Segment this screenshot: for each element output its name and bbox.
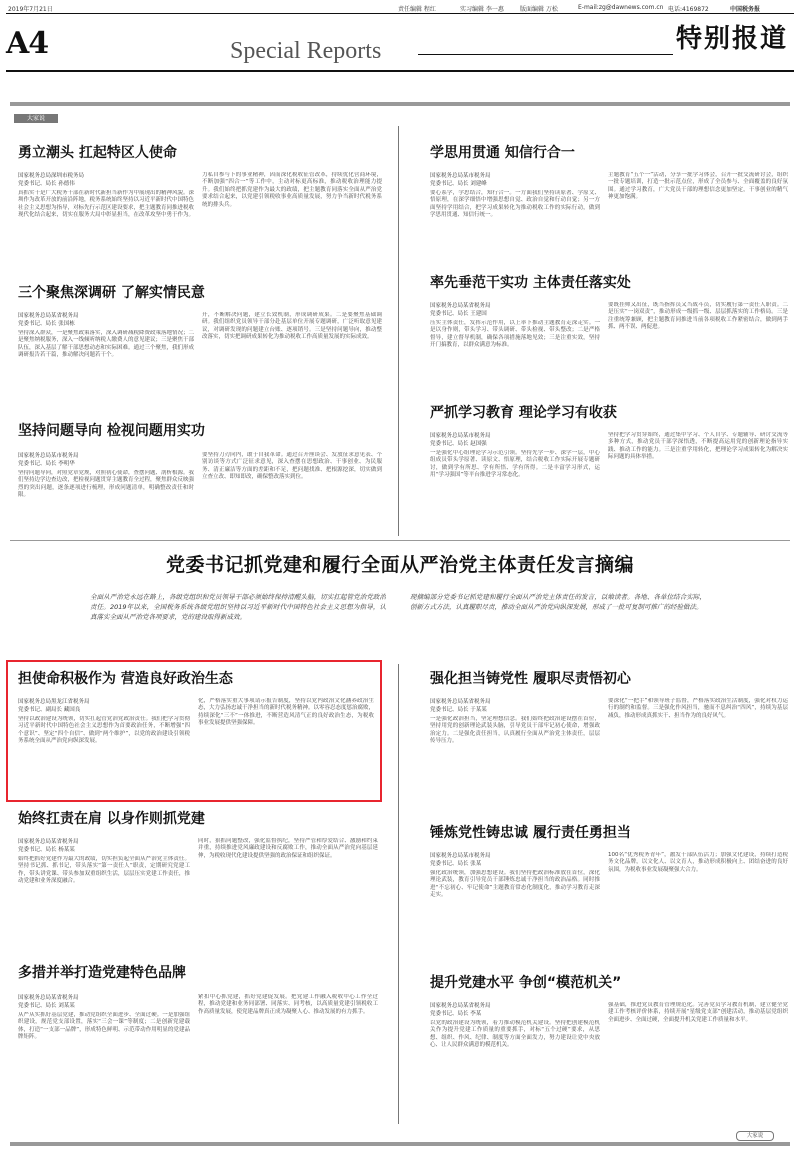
article-title: 担使命积极作为 营造良好政治生态 <box>18 671 233 687</box>
article-byline: 国家税务总局某省税务局 党委书记、局长 张国栋 <box>18 313 79 327</box>
article-title: 锤炼党性铸忠诚 履行责任勇担当 <box>430 825 631 841</box>
column-divider <box>398 664 399 1124</box>
article-body: 一是强化中心组理论学习示范引领。坚持先学一步、深学一层，中心组成员带头学原著、读原文、悟原理，结合税收工作实际开展专题研讨，做到学有所思、学有所悟、学有所得。二是丰富学习形式，运用“学习强国”等平台推进学习常态化。 <box>430 450 600 479</box>
article-body: 强基础，推进党员教育管理规范化。完善党员学习教育机制，建立健全党建工作考核评价体系，持续开展“星级党支部”创建活动，推动基层党组织全面进步、全面过硬，全面提升机关党建工作质量和水平。 <box>608 1002 788 1023</box>
editor-credit: 版面编辑 万松 <box>520 6 558 13</box>
article-title: 强化担当铸党性 履职尽责悟初心 <box>430 671 631 687</box>
article-body: 要坚持刀刃向内，敢于自我革命。通过召开座谈会、发放征求意见表、个别访谈等方式广泛征求意见，深入查摆在思想政治、干事创业、为民服务、清正廉洁等方面的差距和不足，把问题找准、把根源挖深，切实做到立查立改、即知即改，确保整改落实到位。 <box>202 452 382 481</box>
column-divider <box>398 126 399 536</box>
column-tag: 大家说 <box>14 114 58 123</box>
article-body: 坚持以政治建设为统领，切实扛起管党治党政治责任。我们把学习贯彻习近平新时代中国特色社会主义思想作为首要政治任务，不断增强“四个意识”、坚定“四个自信”、做到“两个维护”，以党的政治建设引领税务系统全面从严治党向纵深发展。 <box>18 716 190 745</box>
article-body: 100名“优秀税务青年”，激发干部队伍活力；加强文化建设，持续打造税务文化品牌，以文化人、以文育人，推动形成积极向上、团结奋进的良好氛围，为税收事业发展凝聚强大合力。 <box>608 852 788 873</box>
article-byline: 国家税务总局深圳市税务局 党委书记、局长 孙德伟 <box>18 173 85 187</box>
article-byline: 国家税务总局某市税务局 党委书记、局长 张某 <box>430 853 491 867</box>
article-body: 主题教育“五个一”活动，分享一批学习体会，召开一批交流研讨会，组织一批专题培训，打造一批示范点位，形成了全员参与、全面覆盖的良好氛围。通过学习教育，广大党员干部的理想信念更加坚定，干事创业的精气神更加饱满。 <box>608 172 788 201</box>
article-body: 化，严格落实重大事项请示报告制度，坚持以党内政治文化涵养政治生态，大力弘扬忠诚干净担当的新时代税务精神。以零容忍态度惩治腐败，持续深化“三不”一体推进，不断营造风清气正的良好政治生态，为税收事业发展提供坚强保障。 <box>198 698 374 727</box>
article-body: 坚持深入群众，一是聚焦政策落实，深入调研减税降费政策落地情况；二是聚焦纳税服务，深入一线倾听纳税人缴费人的意见建议；三是聚焦干部队伍，深入基层了解干部思想动态和实际困难。通过三个聚焦，我们形成调研报告若干篇，推动解决问题若干个。 <box>18 330 194 359</box>
article-body: 要既挂帅又出征，既当指挥员又当战斗员，切实履行第一责任人职责。二是压实“一岗双责”，推动形成一级抓一级、层层抓落实的工作格局。三是注重统筹兼顾，把主题教育同推进当前各项税收工作紧密结合，做到两手抓、两不误、两促进。 <box>608 302 788 331</box>
article-body: 坚持问题导向，对照党章党规，对照初心使命，查摆问题、剖析根源。我们坚持边学边查边改，把检视问题贯穿主题教育全过程，聚焦群众反映强烈的突出问题，逐条逐项进行梳理，形成问题清单，明确整改责任和时限。 <box>18 470 194 499</box>
article-body: 同时，狠抓问题整改，强化监督执纪，坚持严管和厚爱结合、激励和约束并重，持续推进党风廉政建设和反腐败工作，推动全面从严治党向基层延伸，为税收现代化建设提供坚强的政治保证和组织保证。 <box>198 838 378 859</box>
article-body: 压实主体责任，发挥示范作用，以上率下推动主题教育走深走实。一是以身作则，带头学习、带头调研、带头检视、带头整改；二是严格督导，建立督导机制，确保各项措施落地见效；三是注重实效，坚持开门搞教育，以群众满意为标准。 <box>430 320 600 349</box>
article-body: 力私自参与下的事业精神，因而深化税收征管改革，持续优化营商环境，不断加强“四合一”等工作中，主动对标更高标准，推动税收治理能力提升。我们始终把抓党建作为最大的政绩，把主题教育同落实全面从严治党要求结合起来，以党建引领税收事业高质量发展，努力争当新时代税务系统的排头兵。 <box>202 172 382 208</box>
article-body: 真抓实干是广大税务干部在新时代新担当新作为中展现出的精神风貌。深圳作为改革开放的前沿阵地，税务系统始终坚持以习近平新时代中国特色社会主义思想为指导，对标先行示范区建设要求，把主题教育同推进税收现代化结合起来，切实在服务大局中彰显担当，在改革攻坚中勇于作为。 <box>18 190 194 219</box>
article-byline: 国家税务总局某省税务局 党委书记、局长 李某 <box>430 1003 491 1017</box>
article-byline: 国家税务总局某省税务局 党委书记、局长 于某某 <box>430 699 491 713</box>
article-byline: 国家税务总局黑龙江省税务局 党委书记、副局长 藏国良 <box>18 699 90 713</box>
article-body: 强化政治统领，加强思想建设。我们坚持把政治标准放在首位，深化理论武装，教育引导党员干部锤炼忠诚干净担当的政治品格。同时推进“不忘初心、牢记使命”主题教育常态化制度化，推动学习教育走深走实。 <box>430 870 600 899</box>
section-title-zh: 特别报道 <box>675 24 788 54</box>
masthead-bottom-rule <box>6 70 794 72</box>
article-body: 坚持把学习贯穿始终，通过集中学习、个人自学、专题辅导、研讨交流等多种方式，推动党员干部学深悟透，不断提高运用党的创新理论指导实践、推动工作的能力。三是注重学用转化，把理论学习成果转化为解决实际问题的具体举措。 <box>608 432 788 461</box>
article-byline: 国家税务总局某市税务局 党委书记、局长 李明华 <box>18 453 79 467</box>
email: E-mail:zg@dawnews.com.cn <box>578 4 664 11</box>
newspaper-name: 中国税务报 <box>730 6 761 13</box>
article-title: 勇立潮头 扛起特区人使命 <box>18 145 177 161</box>
article-byline: 国家税务总局某省税务局 党委书记、局长 刘某某 <box>18 995 79 1009</box>
article-body: 开，不断解决问题，建立长效机制，形成调研成果。二是要聚焦基础调研。我们组织党员领导干部分赴基层单位开展专题调研，广泛听取意见建议，对调研发现的问题建立台账、逐项销号。三是坚持问题导向，推动整改落实，切实把调研成果转化为推动税收工作高质量发展的实际成效。 <box>202 312 382 341</box>
footer-tag: 大家说 <box>736 1131 774 1141</box>
issue-date: 2019年7月21日 <box>8 6 53 13</box>
article-byline: 国家税务总局某市税务局 党委书记、局长 赵国强 <box>430 433 491 447</box>
article-title: 提升党建水平 争创“模范机关” <box>430 975 622 991</box>
section-title-en: Special Reports <box>230 38 382 64</box>
article-title: 率先垂范干实功 主体责任落实处 <box>430 275 631 291</box>
headline-top-rule <box>10 540 790 541</box>
page-code: A4 <box>6 26 49 61</box>
article-body: 从严从实抓好基层党建，推动党组织全面进步、全面过硬。一是加强组织建设，规范党支部设置，落实“三会一课”等制度；二是创新党建载体，打造“一支部一品牌”，形成特色鲜明、示范带动作用明显的党建品牌矩阵。 <box>18 1012 190 1041</box>
article-title: 坚持问题导向 检视问题用实功 <box>18 423 205 439</box>
article-title: 学思用贯通 知信行合一 <box>430 145 575 161</box>
intro-text: 现摘编部分党委书记抓党建和履行全面从严治党主体责任的发言，以飨读者。各地、各单位结合实际，创新方式方法，认真履职尽责，推动全面从严治党向纵深发展，形成了一批可复制可推广的经验做法。 <box>410 593 706 611</box>
article-title: 多措并举打造党建特色品牌 <box>18 965 186 981</box>
article-body: 要心系学，学思结合，知行合一。一方面我们坚持读原著、学原文、悟原理，在深学细悟中增强思想自觉、政治自觉和行动自觉；另一方面坚持学用结合，把学习成果转化为推动税收工作的实际行动，做到学思用贯通、知信行统一。 <box>430 190 600 219</box>
article-title: 始终扛责在肩 以身作则抓党建 <box>18 811 205 827</box>
masthead-rule <box>418 54 673 55</box>
bottom-gray-bar <box>10 1142 790 1146</box>
feature-headline: 党委书记抓党建和履行全面从严治党主体责任发言摘编 <box>165 554 634 576</box>
article-body: 一是强化政治担当，坚定理想信念。我们始终把政治建设摆在首位，坚持用党的创新理论武装头脑，引导党员干部牢记初心使命，增强政治定力。二是强化责任担当，认真履行全面从严治党主体责任，层层传导压力。 <box>430 716 600 745</box>
article-body: 以党的政治建设为统领，着力推动模范机关建设。坚持把创建模范机关作为提升党建工作质量的重要抓手，对标“五个过硬”要求，从思想、组织、作风、纪律、制度等方面全面发力，努力建设让党中央放心、让人民群众满意的模范机关。 <box>430 1020 600 1049</box>
article-byline: 国家税务总局某省税务局 党委书记、局长 杨某某 <box>18 839 79 853</box>
editor-credit: 责任编辑 程红 <box>398 6 436 13</box>
top-rule <box>6 13 794 14</box>
article-byline: 国家税务总局某省税务局 党委书记、局长 王建国 <box>430 303 491 317</box>
article-body: 要深化“一把手”和领导班子监督，严格落实政治生活制度，强化对权力运行的制约和监督。三是强化作风担当，驰而不息纠治“四风”，持续为基层减负，推动形成真抓实干、担当作为的良好风气。 <box>608 698 788 719</box>
article-title: 三个聚焦深调研 了解实情民意 <box>18 285 205 301</box>
article-body: 紧扣中心抓党建，抓好党建促发展。把党建工作融入税收中心工作全过程，推动党建和业务同部署、同落实、同考核，以高质量党建引领税收工作高质量发展，使党建品牌真正成为凝聚人心、推动发展的有力抓手。 <box>198 994 378 1015</box>
phone: 电话:4169872 <box>668 6 709 13</box>
article-title: 严抓学习教育 理论学习有收获 <box>430 405 617 421</box>
intro-text: 全面从严治党永远在路上，各级党组织和党员领导干部必须始终保持清醒头脑，切实扛起管党治党政治责任。2019年以来，全国税务系统各级党组织坚持以习近平新时代中国特色社会主义思想为指导，认真落实全面从严治党各项要求，党的建设取得新成效。 <box>90 593 386 621</box>
top-gray-bar <box>10 102 790 106</box>
article-body: 始终把抓好党建作为最大的政绩，切实担负起全面从严治党主体责任。坚持书记抓、抓书记，带头落实“第一责任人”职责，定期研究党建工作，带头讲党课、带头参加双重组织生活，层层压实党建工作责任，推动党建和业务深度融合。 <box>18 856 190 885</box>
editor-credit: 实习编辑 李一惠 <box>460 6 504 13</box>
article-byline: 国家税务总局某市税务局 党委书记、局长 刘建峰 <box>430 173 491 187</box>
